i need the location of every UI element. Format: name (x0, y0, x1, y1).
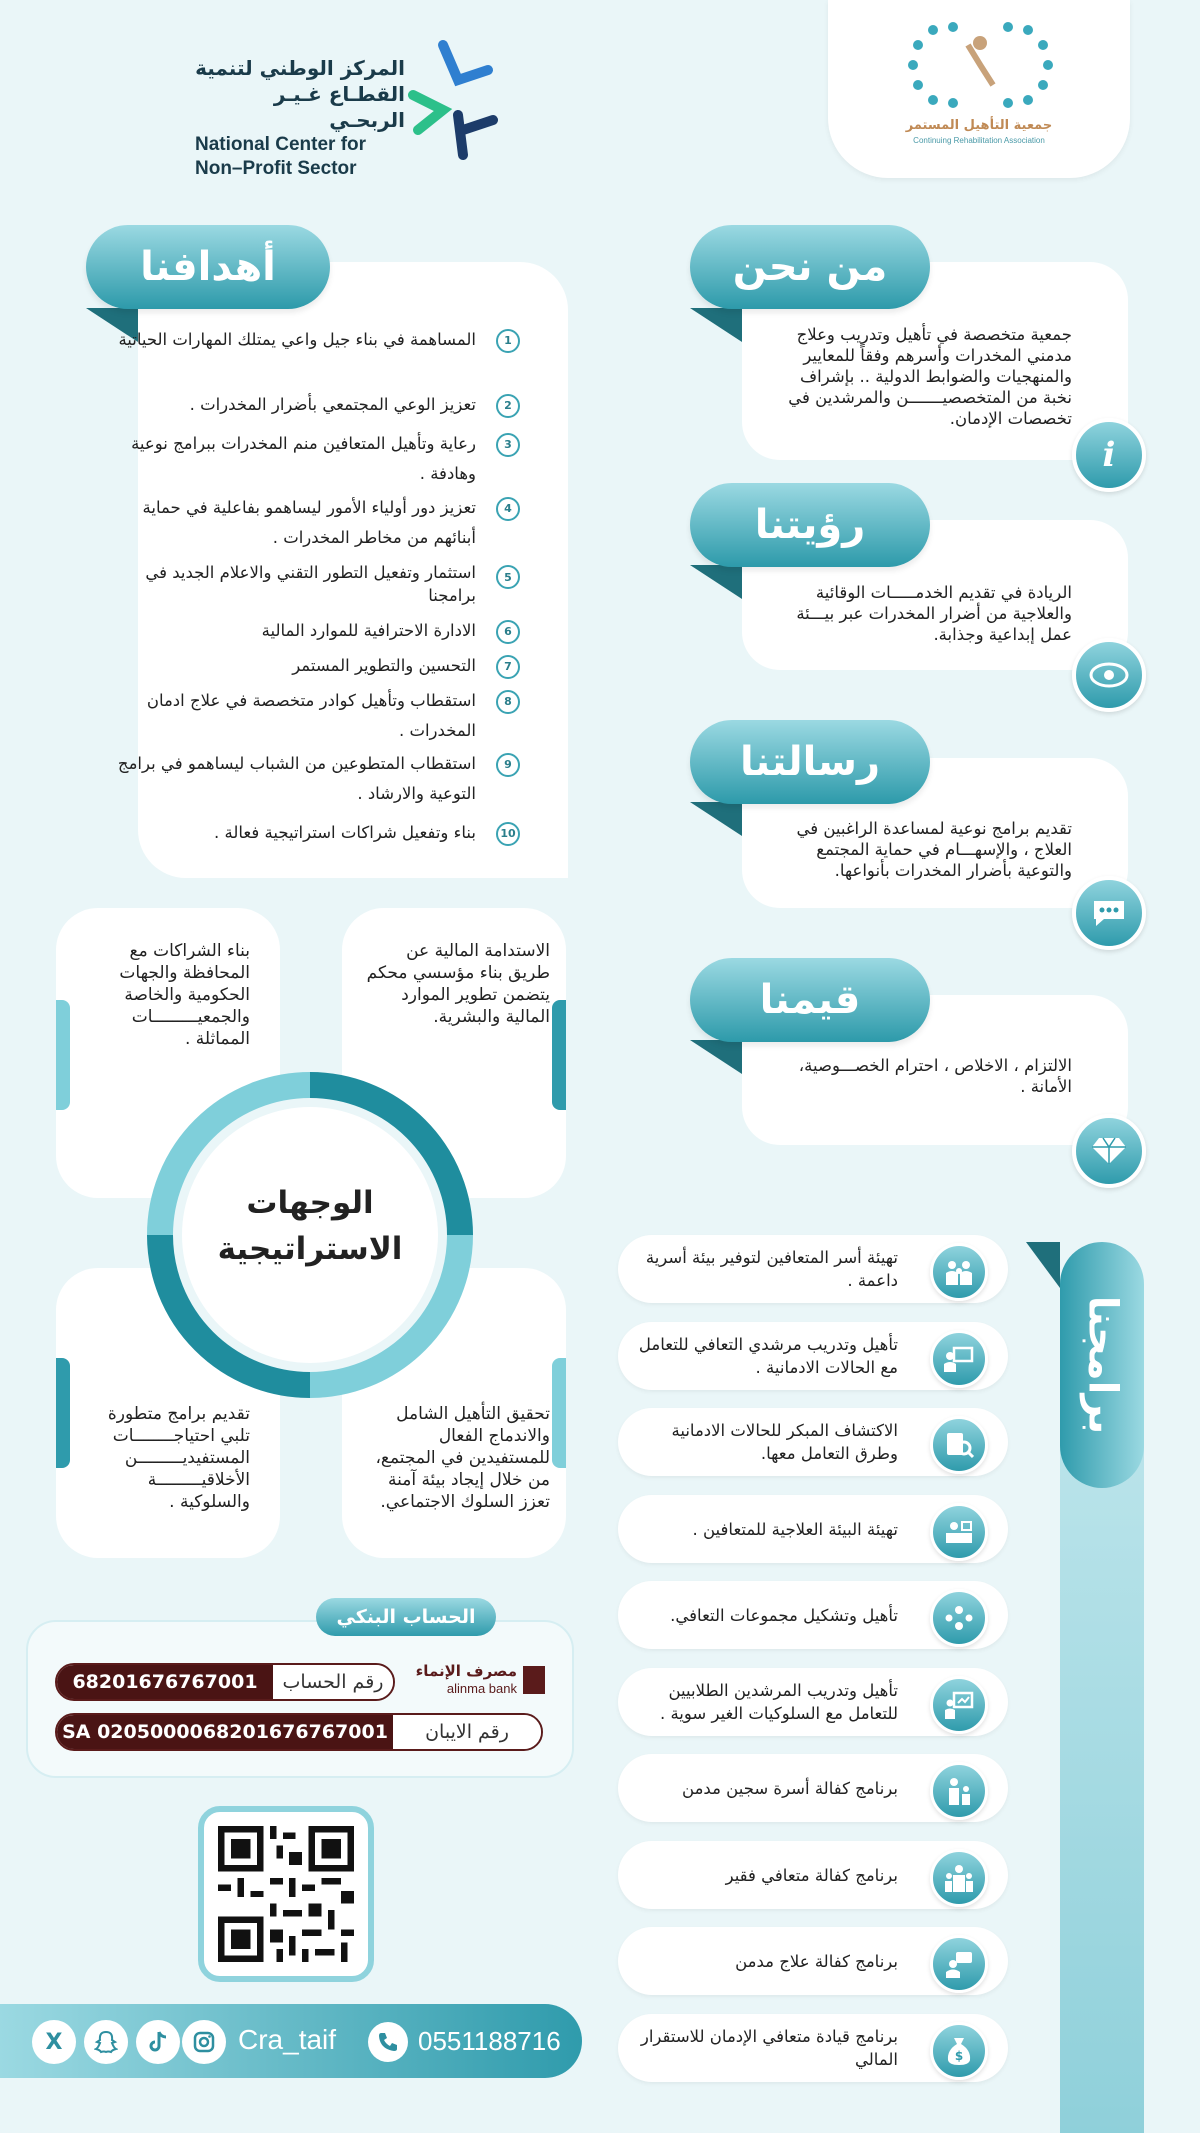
strategy-top-right-text: الاستدامة المالية عن طريق بناء مؤسسي محكم يتضمن تطوير الموارد المالية والبشرية. (366, 941, 550, 1027)
goal-text: تعزيز دور أولياء الأمور ليساهمو بفاعلية في حماية أبنائهم من مخاطر المخدرات . (142, 498, 476, 547)
goal-number: 7 (496, 655, 520, 679)
vision-text: الريادة في تقديم الخدمـــــات الوقائية والعلاجية من أضرار المخدرات عبر بيـــئة عمل إبداعية وجذابة. (796, 583, 1072, 644)
goals-list (100, 325, 520, 855)
x-twitter-icon[interactable]: X (32, 2020, 76, 2064)
goal-text: بناء وتفعيل شراكات استراتيجية فعالة . (214, 823, 476, 842)
strategy-bottom-left-text: تقديم برامج متطورة تلبي احتياجــــــــات المستفيديـــــــــن الأخلاقيـــــــــة والسلوكية . (107, 1404, 250, 1512)
program-text: الاكتشاف المبكر للحالات الادمانية وطرق التعامل معها. (671, 1421, 898, 1463)
program-item (618, 1754, 1008, 1822)
qr-code[interactable] (198, 1806, 374, 1982)
goal-number: 1 (496, 329, 520, 353)
goal-number: 3 (496, 433, 520, 457)
strategy-side-tab (552, 1358, 566, 1468)
values-tab-fold (690, 1040, 742, 1074)
iban-field (55, 1713, 543, 1751)
strategy-title (190, 1180, 430, 1272)
training-icon (930, 1330, 988, 1388)
svg-text:$: $ (954, 2049, 964, 2063)
values-title: قيمنا (690, 958, 930, 1042)
diamond-icon (1072, 1114, 1146, 1188)
goal-item (100, 749, 520, 809)
goal-text: استقطاب المتطوعين من الشباب ليساهمو في برامج التوعية والارشاد . (117, 754, 476, 803)
program-item (618, 1322, 1008, 1390)
infinity-logo-icon (898, 15, 1063, 115)
goal-number: 10 (496, 822, 520, 846)
goal-text: رعاية وتأهيل المتعافين منم المخدرات ببرامج نوعية وهادفة . (131, 434, 476, 483)
program-text: تهيئة أسر المتعافين لتوفير بيئة أسرية داعمة . (645, 1248, 898, 1290)
goal-item (100, 818, 520, 848)
social-handle[interactable]: Cra_taif (238, 2024, 337, 2055)
program-text: تهيئة البيئة العلاجية للمتعافين . (692, 1519, 898, 1539)
program-item (618, 1408, 1008, 1476)
association-logo-card (828, 0, 1130, 178)
program-text: تأهيل وتدريب مرشدي التعافي للتعامل مع الحالات الادمانية . (638, 1335, 898, 1377)
program-text: تأهيل وتدريب المرشدين الطلابيين للتعامل مع السلوكيات الغير سوية . (659, 1681, 898, 1723)
family-icon (930, 1243, 988, 1301)
account-number-field (55, 1663, 395, 1701)
bank-name-en: alinma bank (446, 1681, 517, 1696)
iban-label: رقم الايبان (393, 1715, 541, 1749)
goal-text: استثمار وتفعيل التطور التقني والاعلام الجديد في برامجنا (145, 563, 476, 605)
program-text: برنامج كفالة متعافي فقير (725, 1865, 898, 1885)
goal-item (100, 616, 520, 646)
snapchat-icon[interactable] (84, 2020, 128, 2064)
program-text: برنامج كفالة علاج مدمن (735, 1951, 898, 1971)
programs-tab-fold (1026, 1242, 1060, 1288)
qr-pattern (218, 1826, 354, 1962)
mission-text: تقديم برامج نوعية لمساعدة الراغبين في العلاج ، والإسهـــام في حماية المجتمع والتوعية بأضرار المخدرات بأنواعها. (796, 819, 1072, 880)
goal-text: الادارة الاحترافية للموارد المالية (261, 621, 476, 640)
phone-number[interactable]: 0551188716 (418, 2026, 561, 2056)
program-item (618, 1235, 1008, 1303)
goal-number: 8 (496, 690, 520, 714)
goal-number: 5 (496, 565, 520, 589)
ncnp-en-line1: National Center for (195, 134, 367, 155)
program-text: تأهيل وتشكيل مجموعات التعافي. (670, 1605, 898, 1625)
mission-title: رسالتنا (690, 720, 930, 804)
programs-title-tab (1060, 1242, 1144, 1488)
goal-text: تعزيز الوعي المجتمعي بأضرار المخدرات . (189, 395, 476, 414)
group-icon (930, 1589, 988, 1647)
strategy-title-line1: الوجهات (246, 1185, 374, 1221)
strategy-side-tab (552, 1000, 566, 1110)
iban-value: SA 0205000068201676767001 (57, 1715, 393, 1749)
account-value: 68201676767001 (57, 1665, 273, 1699)
program-item (618, 1495, 1008, 1563)
eye-icon (1072, 638, 1146, 712)
people-icon (930, 1849, 988, 1907)
program-item (618, 1927, 1008, 1995)
search-person-icon (930, 1416, 988, 1474)
phone-icon[interactable] (368, 2022, 408, 2062)
goal-number: 9 (496, 753, 520, 777)
alinma-logo (410, 1662, 545, 1700)
programs-title: برامجنا (1079, 1295, 1125, 1435)
program-text: برنامج قيادة متعافي الإدمان للاستقرار المالي (640, 2027, 898, 2069)
ncnp-en-line2: Non–Profit Sector (195, 158, 357, 179)
bank-name-ar: مصرف الإنماء (415, 1662, 517, 1680)
goal-item (100, 561, 520, 607)
goal-text: استقطاب وتأهيل كوادر متخصصة في علاج ادمان المخدرات . (146, 691, 476, 740)
ncnp-ar-line2: القطـاع غـيـر الربحـي (273, 82, 405, 132)
goal-number: 4 (496, 497, 520, 521)
strategy-title-line2: الاستراتيجية (217, 1231, 403, 1267)
goal-item (100, 686, 520, 746)
parent-child-icon (930, 1762, 988, 1820)
goal-item (100, 390, 520, 420)
goal-text: المساهمة في بناء جيل واعي يمتلك المهارات الحياتية (118, 330, 476, 349)
values-text: الالتزام ، الاخلاص ، احترام الخصـــوصية، الأمانة . (798, 1056, 1072, 1096)
goal-item (100, 651, 520, 681)
program-item (618, 1581, 1008, 1649)
tiktok-icon[interactable] (136, 2020, 180, 2064)
money-bag-icon (930, 2022, 988, 2080)
ncnp-text (195, 55, 405, 181)
goal-text: التحسين والتطوير المستمر (292, 656, 476, 675)
about-text: جمعية متخصصة في تأهيل وتدريب وعلاج مدمني المخدرات وأسرهم وفقاً للمعايير والمنهجيات والضوابط الدولية .. بإشراف نخبة من المتخصصيـــــــن والمرشدين في تخصصات الإدمان. (788, 325, 1072, 428)
about-tab-fold (690, 308, 742, 342)
strategy-top-left-text: بناء الشراكات مع المحافظة والجهات الحكومية والخاصة والجمعيـــــــــات المماثلة . (119, 941, 250, 1049)
instagram-icon[interactable] (182, 2020, 226, 2064)
clinic-icon (930, 1503, 988, 1561)
strategy-bottom-right-text: تحقيق التأهيل الشامل والاندماج الفعال للمستفيدين في المجتمع، من خلال إيجاد بيئة آمنة تعزز السلوك الاجتماعي. (375, 1404, 550, 1512)
association-name-en: Continuing Rehabilitation Association (913, 136, 1045, 145)
vision-title: رؤيتنا (690, 483, 930, 567)
about-title: من نحن (690, 225, 930, 309)
association-name-ar: جمعية التأهيل المستمر (905, 118, 1053, 133)
program-item (618, 1841, 1008, 1909)
goal-item (100, 325, 520, 355)
speech-bubble-icon (1072, 876, 1146, 950)
mission-tab-fold (690, 802, 742, 836)
doctor-chat-icon (930, 1935, 988, 1993)
alinma-mark-icon (523, 1666, 545, 1694)
ncnp-ar-line1: المركز الوطني لتنمية (195, 56, 405, 80)
presentation-icon (930, 1676, 988, 1734)
strategy-side-tab (56, 1000, 70, 1110)
ncnp-mark-icon (403, 35, 503, 165)
bank-title: الحساب البنكي (316, 1598, 496, 1636)
goal-number: 6 (496, 620, 520, 644)
program-text: برنامج كفالة أسرة سجين مدمن (682, 1778, 898, 1798)
strategy-side-tab (56, 1358, 70, 1468)
program-item (618, 2014, 1008, 2082)
info-icon: i (1072, 418, 1146, 492)
vision-tab-fold (690, 565, 742, 599)
program-item (618, 1668, 1008, 1736)
goal-item (100, 493, 520, 553)
goal-number: 2 (496, 394, 520, 418)
ncnp-logo (195, 35, 505, 179)
goal-item (100, 429, 520, 489)
account-label: رقم الحساب (273, 1665, 393, 1699)
goals-title: أهدافنا (86, 225, 330, 309)
